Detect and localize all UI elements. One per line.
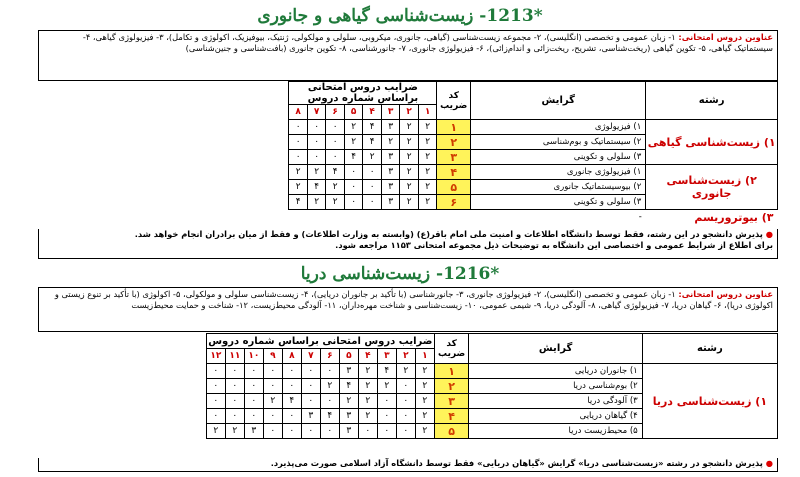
branch-cell: ۵) محیط‌زیست دریا xyxy=(469,424,642,439)
coef-cell: ۰ xyxy=(344,180,363,195)
coef-cell: ۲ xyxy=(339,394,358,409)
coef-cell: ۲ xyxy=(307,195,326,210)
section1-header-code: کد ضریب xyxy=(437,82,471,120)
table-row xyxy=(38,120,778,135)
branch-cell: ۴) گیاهان دریایی xyxy=(469,409,642,424)
coef-cell: ۲ xyxy=(206,424,225,439)
coef-cell: ۲ xyxy=(400,150,419,165)
section1-topics-label: عناوین دروس امتحانی: xyxy=(678,32,773,42)
coef-cell: ۴ xyxy=(320,409,339,424)
section1-table xyxy=(38,81,778,224)
section1-note: ● پذیرش دانشجو در این رشته، فقط توسط دانشگاه اطلاعات و امنیت ملی امام باقر(ع) (وابسته به وزارت اطلاعات) و فقط از میان برادران انجام خواهد شد. برای اطلاع از شرایط عمومی و اختصاصی این دانشگاه به توضیحات ذیل مجموعه امتحانی ۱۱۵۳ مراجعه شود. xyxy=(38,229,778,259)
section2-col-number: ۷ xyxy=(301,349,320,364)
code-cell: ۲ xyxy=(434,379,469,394)
section1-note-line2: برای اطلاع از شرایط عمومی و اختصاصی این دانشگاه به توضیحات ذیل مجموعه امتحانی ۱۱۵۳ مراجعه شود. xyxy=(335,240,773,250)
coef-cell: ۲ xyxy=(415,379,434,394)
section1-title: *1213- زیست‌شناسی گیاهی و جانوری xyxy=(257,6,543,26)
code-cell: ۲ xyxy=(437,135,471,150)
coef-cell xyxy=(400,210,419,225)
section2-col-number: ۹ xyxy=(263,349,282,364)
coef-cell: ۰ xyxy=(377,409,396,424)
branch-cell: ۳) آلودگی دریا xyxy=(469,394,642,409)
coef-cell: ۰ xyxy=(301,379,320,394)
coef-cell: ۰ xyxy=(225,364,244,379)
coef-cell: ۲ xyxy=(377,379,396,394)
coef-cell: ۰ xyxy=(301,364,320,379)
coef-cell: ۲ xyxy=(415,424,434,439)
coef-cell: ۲ xyxy=(415,394,434,409)
coef-cell: ۴ xyxy=(344,150,363,165)
coef-cell: ۰ xyxy=(282,364,301,379)
section2-col-number: ۱ xyxy=(415,349,434,364)
coef-cell xyxy=(418,210,437,225)
section2-table xyxy=(38,333,778,439)
coef-cell: ۰ xyxy=(396,409,415,424)
section1-note-line1: پذیرش دانشجو در این رشته، فقط توسط دانشگاه اطلاعات و امنیت ملی امام باقر(ع) (وابسته به وزارت اطلاعات) و فقط از میان برادران انجام خواهد شد. xyxy=(134,229,763,239)
coef-cell: ۳ xyxy=(339,424,358,439)
section1-col-number: ۴ xyxy=(363,105,382,120)
coef-cell: ۰ xyxy=(206,364,225,379)
coef-cell: ۳ xyxy=(244,424,263,439)
coef-cell: ۰ xyxy=(225,379,244,394)
branch-cell: ۳) سلولی و تکوینی xyxy=(471,195,646,210)
coef-cell: ۲ xyxy=(289,165,308,180)
coef-cell xyxy=(381,210,400,225)
section1-col-number: ۱ xyxy=(418,105,437,120)
code-cell: ۵ xyxy=(434,424,469,439)
coef-cell: ۲ xyxy=(326,195,345,210)
coef-cell: ۲ xyxy=(418,120,437,135)
coef-cell: ۰ xyxy=(320,364,339,379)
coef-cell: ۰ xyxy=(244,394,263,409)
section2-col-number: ۵ xyxy=(339,349,358,364)
section2-col-number: ۸ xyxy=(282,349,301,364)
coef-cell: ۰ xyxy=(206,379,225,394)
coef-cell xyxy=(326,210,345,225)
coef-cell: ۰ xyxy=(289,120,308,135)
coef-cell: ۰ xyxy=(263,379,282,394)
coef-cell: ۲ xyxy=(344,135,363,150)
coef-cell: ۴ xyxy=(339,379,358,394)
coef-cell: ۰ xyxy=(377,394,396,409)
coef-cell: ۲ xyxy=(358,379,377,394)
coef-cell: ۰ xyxy=(244,379,263,394)
coef-cell: ۴ xyxy=(363,135,382,150)
section1-col-number: ۵ xyxy=(344,105,363,120)
section2-col-number: ۱۰ xyxy=(244,349,263,364)
coef-cell: ۲ xyxy=(326,180,345,195)
coef-cell: ۳ xyxy=(339,364,358,379)
coef-cell: ۲ xyxy=(400,195,419,210)
table-row xyxy=(38,210,778,225)
section1-col-number: ۶ xyxy=(326,105,345,120)
section1-col-number: ۸ xyxy=(289,105,308,120)
coef-cell: ۰ xyxy=(344,165,363,180)
coef-cell: ۲ xyxy=(400,135,419,150)
coef-cell: ۰ xyxy=(263,424,282,439)
coef-cell: ۲ xyxy=(415,364,434,379)
section2-col-number: ۶ xyxy=(320,349,339,364)
section2-topics xyxy=(38,287,778,332)
coef-cell: ۰ xyxy=(358,424,377,439)
section1-header-coef: ضرایب دروس امتحانی براساس شماره دروس xyxy=(289,82,437,105)
coef-cell: ۰ xyxy=(225,409,244,424)
coef-cell: ۳ xyxy=(381,165,400,180)
coef-cell: ۴ xyxy=(282,394,301,409)
coef-cell: ۰ xyxy=(301,394,320,409)
coef-cell: ۰ xyxy=(301,424,320,439)
section2-note: ● پذیرش دانشجو در رشته «زیست‌شناسی دریا» گرایش «گیاهان دریایی» فقط توسط دانشگاه آزاد اسلامی صورت می‌پذیرد. xyxy=(38,458,778,472)
coef-cell: ۲ xyxy=(418,150,437,165)
coef-cell: ۳ xyxy=(381,150,400,165)
section2-col-number: ۴ xyxy=(358,349,377,364)
section2-header-coef: ضرایب دروس امتحانی براساس شماره دروس xyxy=(208,335,433,347)
coef-cell: ۴ xyxy=(307,180,326,195)
code-cell: ۳ xyxy=(437,150,471,165)
coef-cell: ۲ xyxy=(418,135,437,150)
section2-col-number: ۲ xyxy=(396,349,415,364)
coef-cell: ۰ xyxy=(363,165,382,180)
section2-col-number: ۱۲ xyxy=(206,349,225,364)
coef-cell: ۰ xyxy=(282,409,301,424)
section2-title: *1216- زیست‌شناسی دریا xyxy=(300,264,500,284)
coef-cell: ۳ xyxy=(381,180,400,195)
section2-col-number: ۱۱ xyxy=(225,349,244,364)
section1-header-field: رشته xyxy=(646,82,778,120)
coef-cell: ۴ xyxy=(326,165,345,180)
section2-header-code: کد ضریب xyxy=(434,334,469,364)
section2-topics-text: ۱- زبان عمومی و تخصصی (انگلیسی)، ۲- فیزیولوژی جانوری، ۳- جانورشناسی (با تأکید بر جانوران دریایی)، ۴- زیست‌شناسی سلولی و مولکولی، ۵- اکولوژی (با تأکید بر تنوع زیستی و اکولوژی دریا)، ۶- گیاهان دریا، ۷- فیزیولوژی گیاهی، ۸- آلودگی دریا، ۹- شیمی عمومی، ۱۰- زیست‌شناسی و شناخت مهره‌داران، ۱۱- آلودگی محیط‌زیست، ۱۲- شناخت و حمایت محیط‌زیست xyxy=(54,289,773,310)
coef-cell: ۰ xyxy=(307,135,326,150)
section1-topics xyxy=(38,30,778,81)
section1-col-number: ۳ xyxy=(381,105,400,120)
code-cell: ۴ xyxy=(437,165,471,180)
coef-cell: ۲ xyxy=(415,409,434,424)
branch-cell: ۲) سیستماتیک و بوم‌شناسی xyxy=(471,135,646,150)
coef-cell: ۰ xyxy=(396,379,415,394)
coef-cell: ۲ xyxy=(289,180,308,195)
coef-cell: ۰ xyxy=(289,135,308,150)
coef-cell: ۲ xyxy=(358,364,377,379)
coef-cell: ۰ xyxy=(244,409,263,424)
section2-topics-label: عناوین دروس امتحانی: xyxy=(678,289,773,299)
coef-cell: ۰ xyxy=(263,364,282,379)
coef-cell xyxy=(344,210,363,225)
coef-cell: ۴ xyxy=(289,195,308,210)
branch-cell: ۱) جانوران دریایی xyxy=(469,364,642,379)
field-cell: ۱) زیست‌شناسی دریا xyxy=(642,364,777,439)
coef-cell: ۲ xyxy=(418,165,437,180)
coef-cell: ۰ xyxy=(344,195,363,210)
coef-cell: ۰ xyxy=(326,135,345,150)
coef-cell: ۳ xyxy=(381,195,400,210)
section1-header-branch: گرایش xyxy=(471,82,646,120)
coef-cell: ۲ xyxy=(400,180,419,195)
section2-col-number: ۳ xyxy=(377,349,396,364)
code-cell: ۱ xyxy=(437,120,471,135)
section1-col-number: ۷ xyxy=(307,105,326,120)
coef-cell: ۰ xyxy=(363,195,382,210)
coef-cell: ۰ xyxy=(396,394,415,409)
coef-cell xyxy=(289,210,308,225)
coef-cell: ۰ xyxy=(307,150,326,165)
coef-cell: ۰ xyxy=(396,424,415,439)
coef-cell: ۰ xyxy=(244,364,263,379)
field-cell: ۳) بیوتروریسم xyxy=(694,210,774,224)
code-cell: ۴ xyxy=(434,409,469,424)
section2-header-branch: گرایش xyxy=(469,334,642,364)
coef-cell: ۴ xyxy=(363,120,382,135)
coef-cell: ۲ xyxy=(363,150,382,165)
section2-header-field: رشته xyxy=(642,334,777,364)
coef-cell: ۲ xyxy=(400,165,419,180)
branch-cell: ۱) فیزیولوژی xyxy=(471,120,646,135)
coef-cell: ۳ xyxy=(381,120,400,135)
branch-cell: - xyxy=(638,212,642,222)
code-cell xyxy=(437,210,471,225)
coef-cell: ۲ xyxy=(307,165,326,180)
coef-cell: ۲ xyxy=(396,364,415,379)
coef-cell: ۰ xyxy=(326,150,345,165)
code-cell: ۳ xyxy=(434,394,469,409)
coef-cell: ۴ xyxy=(377,364,396,379)
branch-cell: ۲) بوم‌شناسی دریا xyxy=(469,379,642,394)
coef-cell: ۲ xyxy=(418,180,437,195)
branch-cell: ۲) بیوسیستماتیک جانوری xyxy=(471,180,646,195)
coef-cell: ۲ xyxy=(225,424,244,439)
coef-cell: ۰ xyxy=(363,180,382,195)
field-cell: ۱) زیست‌شناسی گیاهی xyxy=(646,120,778,165)
coef-cell: ۰ xyxy=(320,424,339,439)
coef-cell xyxy=(363,210,382,225)
table-row xyxy=(38,165,778,180)
branch-cell: ۳) سلولی و تکوینی xyxy=(471,150,646,165)
coef-cell: ۰ xyxy=(282,379,301,394)
code-cell: ۱ xyxy=(434,364,469,379)
coef-cell: ۲ xyxy=(358,394,377,409)
coef-cell: ۰ xyxy=(206,394,225,409)
coef-cell: ۲ xyxy=(358,409,377,424)
coef-cell: ۰ xyxy=(206,409,225,424)
section1-col-number: ۲ xyxy=(400,105,419,120)
coef-cell: ۲ xyxy=(263,394,282,409)
coef-cell: ۰ xyxy=(307,120,326,135)
coef-cell: ۰ xyxy=(225,394,244,409)
coef-cell: ۲ xyxy=(400,120,419,135)
coef-cell: ۰ xyxy=(263,409,282,424)
code-cell: ۶ xyxy=(437,195,471,210)
section2-note-line1: پذیرش دانشجو در رشته «زیست‌شناسی دریا» گرایش «گیاهان دریایی» فقط توسط دانشگاه آزاد اسلامی صورت می‌پذیرد. xyxy=(270,458,763,468)
coef-cell: ۲ xyxy=(344,120,363,135)
coef-cell: ۳ xyxy=(339,409,358,424)
section1-topics-text: ۱- زبان عمومی و تخصصی (انگلیسی)، ۲- مجموعه زیست‌شناسی (گیاهی، جانوری، میکروبی، سلولی و مولکولی، ژنتیک، بیوفیزیک، اکولوژی و تکامل)، ۳- فیزیولوژی گیاهی، ۴- سیستماتیک گیاهی، ۵- تکوین گیاهی (ریخت‌شناسی، تشریح، ریخت‌زائی و اندام‌زائی)، ۶- فیزیولوژی جانوری، ۷- جانورشناسی، ۸- تکوین جانوری (بافت‌شناسی و جنین‌شناسی) xyxy=(82,32,773,53)
coef-cell: ۰ xyxy=(377,424,396,439)
coef-cell: ۰ xyxy=(289,150,308,165)
coef-cell: ۲ xyxy=(320,379,339,394)
coef-cell: ۲ xyxy=(418,195,437,210)
coef-cell xyxy=(307,210,326,225)
code-cell: ۵ xyxy=(437,180,471,195)
coef-cell: ۰ xyxy=(320,394,339,409)
coef-cell: ۲ xyxy=(381,135,400,150)
field-cell: ۲) زیست‌شناسی جانوری xyxy=(646,165,778,210)
coef-cell: ۰ xyxy=(326,120,345,135)
table-row xyxy=(38,364,778,379)
coef-cell: ۳ xyxy=(301,409,320,424)
branch-cell: ۱) فیزیولوژی جانوری xyxy=(471,165,646,180)
coef-cell: ۰ xyxy=(282,424,301,439)
